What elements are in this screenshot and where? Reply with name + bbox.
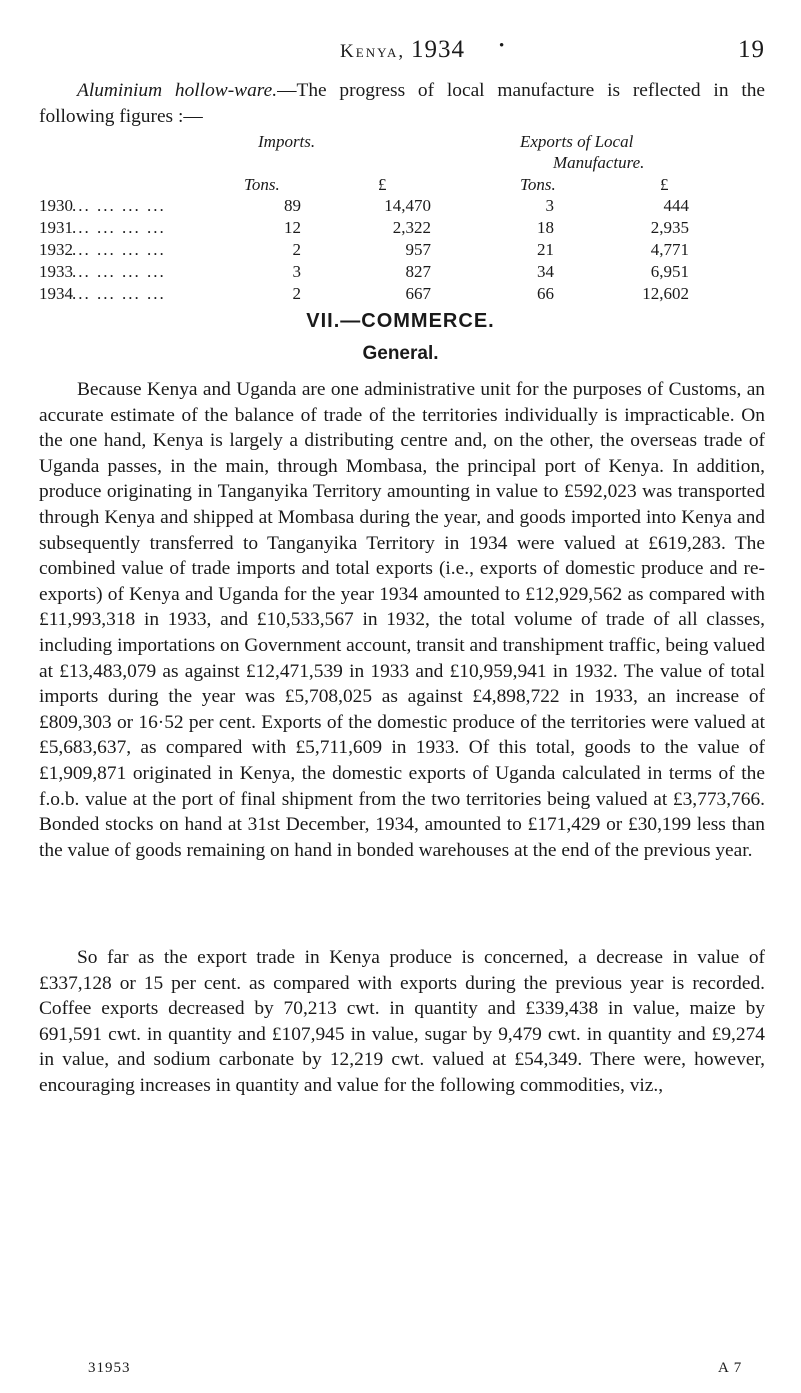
exports-tons: 34 [537, 262, 554, 281]
imports-value: 827 [405, 262, 431, 281]
row-dots: ... ... ... ... [72, 284, 166, 303]
section-subtitle: General. [362, 343, 439, 364]
exports-value: 6,951 [650, 262, 689, 281]
footer-print-code: 31953 [88, 1360, 131, 1376]
imports-header: Imports. [258, 132, 316, 151]
section-title: VII.—COMMERCE. [306, 310, 495, 332]
row-year: 1933 [39, 262, 73, 281]
table-row [0, 262, 801, 284]
imports-tons-header: Tons. [244, 175, 280, 194]
header-country: Kenya, [340, 41, 406, 62]
table-row [0, 240, 801, 262]
body-paragraph-1: Because Kenya and Uganda are one administrative unit for the purposes of Customs, an accurate estimate of the balance of trade of the territories individually is impracticable. On the one hand, Kenya is largely a distributing centre and, on the other, the overseas trade of Uganda passes, in the main, through Mombasa, the principal port of Kenya. In addition, produce originating in Tanganyika Territory amounting in value to £592,023 was transported through Kenya and shipped at Mombasa during the year, and goods imported into Kenya and subsequently transferred to Tanganyika Territory in 1934 were valued at £619,283. The combined value of trade imports and total exports (i.e., exports of domestic produce and re-exports) of Kenya and Uganda for the year 1934 amounted to £12,929,562 as compared with £11,993,318 in 1933, and £10,533,567 in 1932, the total volume of trade of all classes, including importations on Government account, transit and transhipment traffic, being valued at £13,483,079 as against £12,471,539 in 1933 and £10,959,941 in 1932. The value of total imports during the year was £5,708,025 as against £4,898,722 in 1933, an increase of £809,303 or 16·52 per cent. Exports of the domestic produce of the territories were valued at £5,683,637, as compared with £5,711,609 in 1933. Of this total, goods to the value of £1,909,871 originated in Kenya, the domestic exports of Uganda calculated in terms of the f.o.b. value at the port of final shipment from the two territories being valued at £3,773,766. Bonded stocks on hand at 31st December, 1934, amounted to £171,429 or £30,199 less than the value of goods remaining on hand in bonded warehouses at the end of the previous year. [39, 379, 765, 861]
exports-value: 4,771 [650, 240, 689, 259]
row-dots: ... ... ... ... [72, 196, 166, 215]
table-row [0, 196, 801, 218]
row-dots: ... ... ... ... [72, 262, 166, 281]
imports-tons: 3 [292, 262, 301, 281]
table-row [0, 218, 801, 240]
intro-lead: Aluminium hollow-ware. [77, 80, 278, 101]
header-mark: • [499, 38, 506, 54]
exports-tons: 66 [537, 284, 554, 303]
imports-tons: 89 [284, 196, 301, 215]
imports-pounds-header: £ [378, 175, 387, 194]
exports-tons: 21 [537, 240, 554, 259]
exports-tons: 18 [537, 218, 554, 237]
imports-tons: 12 [284, 218, 301, 237]
exports-header-line1: Exports of Local [520, 132, 634, 151]
row-year: 1934 [39, 284, 73, 303]
intro-paragraph [39, 78, 765, 129]
page-number: 19 [738, 36, 765, 63]
imports-value: 14,470 [384, 196, 431, 215]
row-dots: ... ... ... ... [72, 218, 166, 237]
row-year: 1931 [39, 218, 73, 237]
exports-value: 12,602 [642, 284, 689, 303]
footer-signature: A 7 [718, 1360, 743, 1376]
row-year: 1932 [39, 240, 73, 259]
table-row [0, 284, 801, 306]
header-year: 1934 [410, 36, 465, 63]
imports-value: 667 [405, 284, 431, 303]
row-year: 1930 [39, 196, 73, 215]
running-header [40, 36, 765, 70]
exports-tons: 3 [545, 196, 554, 215]
exports-value: 444 [663, 196, 689, 215]
imports-tons: 2 [292, 284, 301, 303]
exports-tons-header: Tons. [520, 175, 556, 194]
exports-header-line2: Manufacture. [553, 153, 645, 172]
header-title [40, 36, 765, 64]
imports-value: 2,322 [392, 218, 431, 237]
row-dots: ... ... ... ... [72, 240, 166, 259]
imports-value: 957 [405, 240, 431, 259]
imports-tons: 2 [292, 240, 301, 259]
exports-pounds-header: £ [660, 175, 669, 194]
intro-text: —The progress of local manufacture is reflected in the following figures :— [39, 80, 766, 127]
exports-value: 2,935 [650, 218, 689, 237]
body-paragraph-2: So far as the export trade in Kenya produce is concerned, a decrease in value of £337,128 or 15 per cent. as compared with exports during the previous year is recorded. Coffee exports decreased by 70,213 cwt. in quantity and £339,438 in value, maize by 691,591 cwt. in quantity and £107,945 in value, sugar by 9,479 cwt. in quantity and £9,274 in value, and sodium carbonate by 12,219 cwt. valued at £54,349. There were, however, encouraging increases in quantity and value for the following commodities, viz., [39, 947, 765, 1096]
